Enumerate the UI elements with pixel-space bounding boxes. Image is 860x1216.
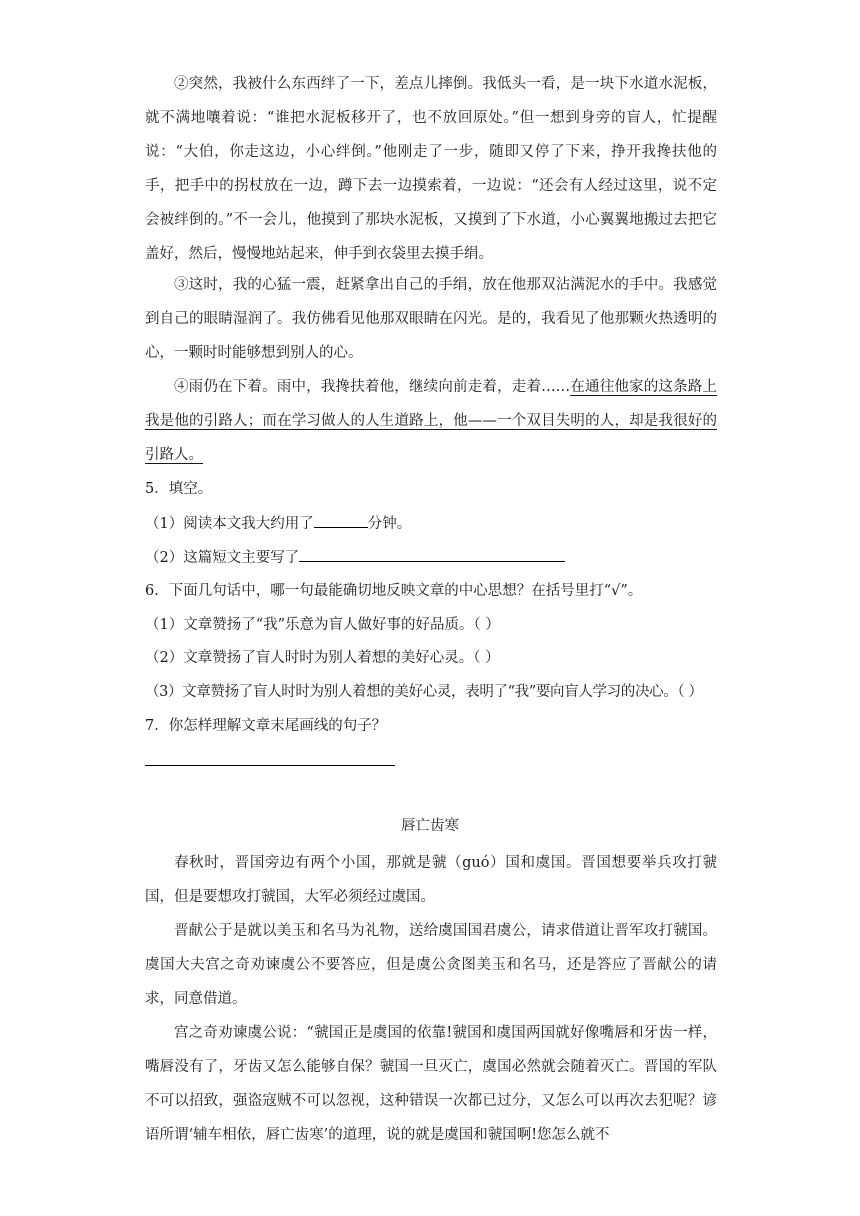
question-5-2 [145,547,565,568]
passage2-paragraph-2: 晋献公于是就以美玉和名马为礼物，送给虞国国君虞公，请求借道让晋军攻打虢国。虞国大夫宫之奇劝谏虞公不要答应，但是虞公贪图美玉和名马，还是答应了晋献公的请求，同意借道。 [145,923,717,1007]
question-6-option-3[interactable]: （3）文章赞扬了盲人时时为别人着想的美好心灵，表明了“我”要向盲人学习的决心。（ ） [145,684,703,700]
passage2-title: 唇亡齿寒 [401,818,459,834]
question-6-option-1[interactable]: （1）文章赞扬了“我”乐意为盲人做好事的好品质。（ ） [145,617,500,633]
question-6-option-2[interactable]: （2）文章赞扬了盲人时时为别人着想的美好心灵。（ ） [145,650,500,666]
question-5: 5．填空。 [145,481,213,497]
answer-line-q7[interactable] [145,765,395,766]
passage1-paragraph-4 [145,370,717,472]
passage1-paragraph-3: ③这时，我的心猛一震，赶紧拿出自己的手绢，放在他那双沾满泥水的手中。我感觉到自己的眼睛湿润了。我仿佛看见他那双眼睛在闪光。是的，我看见了他那颗火热透明的心，一颗时时能够想到别人的心。 [145,277,717,361]
underlined-sentence: 在通往他家的这条路上我是他的引路人；而在学习做人的人生道路上，他——一个双目失明的人，却是我很好的引路人。 [145,379,717,463]
question-7: 7．你怎样理解文章末尾画线的句子？ [145,718,387,734]
question-5-1-prefix: （1）阅读本文我大约用了 [145,516,314,532]
answer-blank-summary[interactable] [299,547,565,562]
question-5-1 [145,513,411,534]
question-5-1-suffix: 分钟。 [367,516,412,532]
passage2-paragraph-1: 春秋时，晋国旁边有两个小国，那就是虢（guó）国和虞国。晋国想要举兵攻打虢国，但是要想攻打虢国，大军必须经过虞国。 [145,855,717,905]
question-5-2-prefix: （2）这篇短文主要写了 [145,550,300,566]
passage2-paragraph-3: 宫之奇劝谏虞公说：“虢国正是虞国的依靠!虢国和虞国两国就好像嘴唇和牙齿一样，嘴唇没有了，牙齿又怎么能够自保？虢国一旦灭亡，虞国必然就会随着灭亡。晋国的军队不可以招致，强盗寇贼不可以忽视，这种错误一次都已过分，又怎么可以再次去犯呢？谚语所谓‘辅车相依，唇亡齿寒’的道理，说的就是虞国和虢国啊!您怎么就不 [145,1025,717,1143]
answer-blank-minutes[interactable] [314,513,368,528]
passage1-paragraph-2: ②突然，我被什么东西绊了一下，差点儿摔倒。我低头一看，是一块下水道水泥板，就不满地嚷着说：“谁把水泥板移开了，也不放回原处。”但一想到身旁的盲人，忙提醒说：“大伯，你走这边，小心绊倒。”他刚走了一步，随即又停了下来，挣开我搀扶他的手，把手中的拐杖放在一边，蹲下去一边摸索着，一边说：“还会有人经过这里，说不定会被绊倒的。”不一会儿，他摸到了那块水泥板，又摸到了下水道，小心翼翼地搬过去把它盖好，然后，慢慢地站起来，伸手到衣袋里去摸手绢。 [145,76,717,262]
question-6: 6．下面几句话中，哪一句最能确切地反映文章的中心思想？在括号里打“√”。 [145,583,643,599]
paragraph-4-text: ④雨仍在下着。雨中，我搀扶着他，继续向前走着，走着…… [174,379,571,395]
